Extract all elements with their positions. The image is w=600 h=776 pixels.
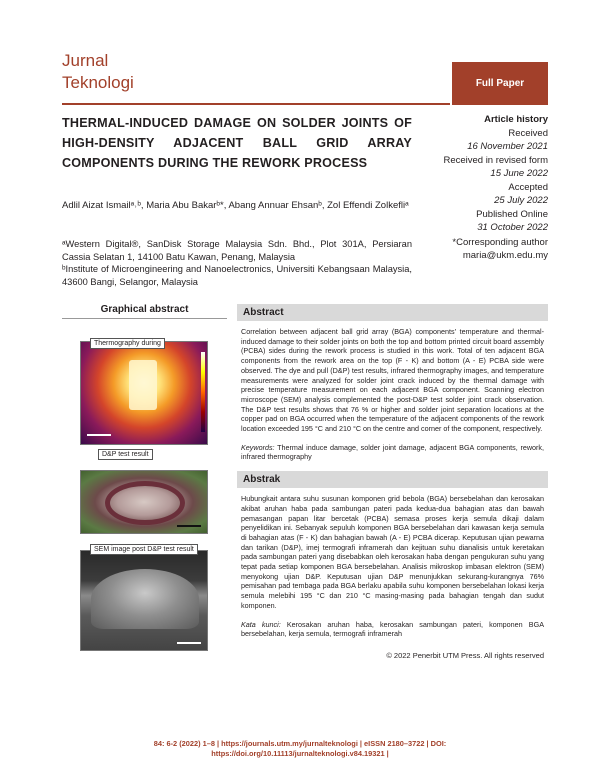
corresponding-email[interactable]: maria@ukm.edu.my [462, 250, 548, 261]
journal-rule [62, 103, 450, 105]
affiliations [62, 238, 412, 288]
kata-kunci-label: Kata kunci: [241, 619, 281, 629]
history-revised-date: 15 June 2022 [490, 168, 548, 179]
abstrak-keywords [241, 620, 544, 639]
thermography-scale [201, 352, 205, 432]
copyright: © 2022 Penerbit UTM Press. All rights reserved [386, 650, 544, 660]
corresponding-author [398, 236, 548, 262]
history-accepted-label: Accepted [508, 181, 548, 193]
full-paper-label: Full Paper [475, 78, 525, 89]
full-paper-badge [452, 62, 548, 105]
history-accepted-date: 25 July 2022 [494, 195, 548, 206]
thermography-image [80, 341, 208, 445]
abstract-heading: Abstract [237, 304, 548, 321]
dp-test-label: D&P test result [98, 449, 153, 460]
affiliation-b: ᵇInstitute of Microengineering and Nanoelectronics, Universiti Kebangsaan Malaysia, 43600 Bangi, Selangor, Malaysia [62, 264, 412, 287]
authors: Adlil Aizat Ismailᵃ˒ᵇ, Maria Abu Bakarᵇ*, Abang Annuar Ehsanᵇ, Zol Effendi Zolkefliᵃ [62, 200, 409, 211]
thermography-hotspot [129, 360, 157, 410]
history-published-date: 31 October 2022 [477, 222, 548, 233]
abstract-text: Correlation between adjacent ball grid array (BGA) components' temperature and thermal-induced damage to their solder joints on both the top and bottom printed circuit board assembly (PCBA) sides during the rework process is studied in this work. Total of ten adjacent BGA components from the rework area on the top (F - K) and bottom (A - E) PCBA side were observed. The dye and pull (D&P) test results, infrared thermography images, and temperature measurements were analyzed for solder joint crack induced by the thermal damage with precise temperature measurement on each adjacent BGA component. Scanning electron microscope (SEM) analysis complemented the post-D&P test solder joint crack observation. The D&P test results shows that 76 % or higher and solder joint separation locations at the copper pad on BGA occurred when the temperature of the adjacent components of the rework location exceeded 195 °C and 210 °C on the centre and corner of the component, respectively. [241, 327, 544, 434]
graphical-abstract-title: Graphical abstract [100, 304, 189, 315]
journal-name-line1: Jurnal [62, 51, 109, 70]
abstract-column [237, 304, 548, 660]
keywords-text: Thermal induce damage, solder joint damage, adjacent BGA components, rework, infrared thermography [241, 442, 545, 462]
footer [0, 739, 600, 759]
history-received-label: Received [508, 127, 548, 139]
corresponding-label: *Corresponding author [452, 237, 548, 248]
history-header: Article history [484, 114, 548, 125]
journal-name [62, 50, 134, 94]
abstrak-text: Hubungkait antara suhu susunan komponen grid bebola (BGA) bersebelahan dan kerosakan akibat aruhan haba pada sambungan pateri pada kedua-dua bahagian atas dan bawah pemasangan papan litar bercetak (PCBA) semasa proses kerja semula dikaji dalam penyelidikan ini. Sebanyak sepuluh komponen BGA bersebelahan dari kawasan kerja semula di bahagian atas (F - K) dan bahagian bawah (A - E) PCBA dicerap. Keputusan ujian pewarna dan tarikan (D&P), imej termografi inframerah dan kejituan suhu dianalisis untuk keretakan pada sambungan pateri yang disebabkan oleh kerosakan haba dengan pengukuran suhu yang tepat pada setiap komponen BGA bersebelahan. Analisis mikroskop imbasan elektron (SEM) menyokong ujian D&P. Keputusan ujian D&P menunjukkan sekurang-kurangnya 76% pemisahan pad tembaga pada BGA berlaku apabila suhu komponen bersebelahan lokasi kerja semula melebihi 195 °C dan 210 °C masing-masing pada bahagian tengah dan sudut komponen. [241, 494, 544, 610]
affiliation-a: ᵃWestern Digital®, SanDisk Storage Malaysia Sdn. Bhd., Plot 301A, Persiaran Cassia Selatan 1, 14100 Batu Kawan, Penang, Malaysia [62, 239, 412, 262]
dp-test-scale-bar [177, 525, 201, 527]
keywords-label: Keywords: [241, 442, 275, 452]
dp-test-image [80, 470, 208, 534]
dp-test-ring [105, 481, 185, 525]
graphical-abstract-rule [62, 318, 227, 319]
abstrak-heading: Abstrak [237, 471, 548, 488]
footer-line2[interactable]: https://doi.org/10.11113/jurnalteknologi.v84.19321 | [211, 749, 389, 758]
sem-label: SEM image post D&P test result [90, 544, 198, 555]
article-history [408, 113, 548, 235]
footer-line1[interactable]: 84: 6-2 (2022) 1–8 | https://journals.utm.my/jurnalteknologi | eISSN 2180–3722 | DOI: [153, 739, 447, 748]
paper-title: THERMAL-INDUCED DAMAGE ON SOLDER JOINTS OF HIGH-DENSITY ADJACENT BALL GRID ARRAY COMPONENTS DURING THE REWORK PROCESS [62, 116, 412, 170]
history-received-date: 16 November 2021 [467, 141, 548, 152]
thermography-scale-bar [87, 434, 111, 436]
abstract-keywords [241, 443, 544, 462]
thermography-label: Thermography during [90, 338, 165, 349]
history-published-label: Published Online [476, 208, 548, 220]
sem-image [80, 550, 208, 651]
history-revised-label: Received in revised form [443, 154, 548, 166]
sem-scale-bar [177, 642, 201, 644]
sem-solder-ball [91, 569, 199, 629]
kata-kunci-text: Kerosakan aruhan haba, kerosakan sambungan pateri, komponen BGA bersebelahan, kerja semula, termografi inframerah [241, 619, 544, 639]
journal-name-line2: Teknologi [62, 73, 134, 92]
